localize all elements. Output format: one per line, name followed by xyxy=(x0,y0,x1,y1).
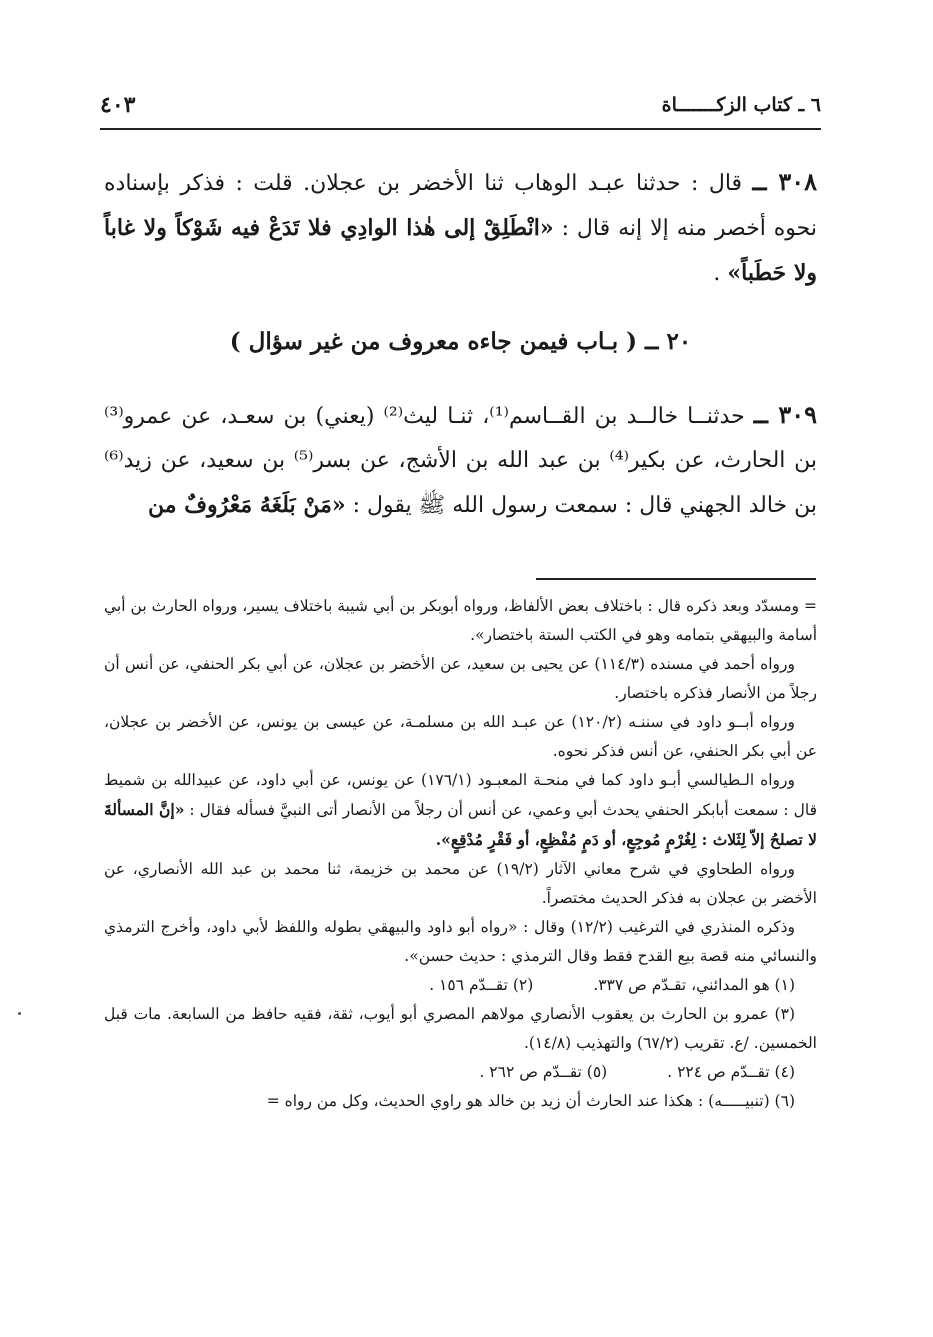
hadith-308 xyxy=(104,160,817,296)
footnote-tayalisi xyxy=(104,766,817,855)
footnote-3: (٣) عمرو بن الحارث بن يعقوب الأنصاري مولاهم المصري أبو أيوب، ثقة، فقيه حافظ من السابعة. مات قبل الخمسين. /ع. تقريب (٦٧/٢) والتهذيب (١٤/٨). xyxy=(104,1005,817,1052)
footnote-row-1-2 xyxy=(104,971,817,1000)
footnote-5: (٥) تقــدّم ص ٢٦٢ . xyxy=(479,1063,608,1081)
hadith-text: حدثنــا خالــد بن القــاسم⁽¹⁾، ثنـا ليث⁽²⁾ (يعني) بن سعـد، عن عمرو⁽³⁾ بن الحارث، عن بكير⁽⁴⁾ بن عبد الله بن الأشج، عن بسر⁽⁵⁾ بن سعيد، عن زيد⁽⁶⁾ بن خالد الجهني قال : سمعت رسول الله ﷺ يقول : xyxy=(104,404,817,518)
hadith-number: ٣٠٨ ــ xyxy=(752,167,818,196)
hadith-quote: «انْطَلِقْ إلى هٰذا الوادِي فلا تَدَعْ فيه شَوْكاً ولا غاباً ولا حَطَباً» xyxy=(104,215,817,286)
hadith-309 xyxy=(104,393,817,528)
footnote-4: (٤) تقــدّم ص ٢٢٤ . xyxy=(667,1063,795,1081)
footnote-tahawi: ورواه الطحاوي في شرح معاني الآثار (١٩/٢) عن محمد بن خزيمة، ثنا محمد بن عبد الله الأنصاري، عن الأخضر بن عجلان به فذكر الحديث مختصراً. xyxy=(104,860,817,907)
hadith-quote: «مَنْ بَلَغَهُ مَعْرُوفٌ من xyxy=(148,492,346,518)
footnote-6: (٦) (تنبيـــــه) : هكذا عند الحارث أن زيد بن خالد هو راوي الحديث، وكل من رواه = xyxy=(266,1092,795,1110)
footnote-ahmad: ورواه أحمد في مسنده (١١٤/٣) عن يحيى بن سعيد، عن الأخضر بن عجلان، عن أبي بكر الحنفي، عن أنس أن رجلاً من الأنصار فذكره باختصار. xyxy=(104,655,817,702)
footnote-row-4-5 xyxy=(104,1058,817,1087)
hadith-text: قال : حدثنا عبـد الوهاب ثنا الأخضر بن عجلان. قلت : فذكر بإسناده نحوه أخصر منه إلا إنه قال : xyxy=(104,171,817,241)
footnote-abu-dawud: ورواه أبــو داود في سننـه (١٢٠/٢) عن عبـد الله بن مسلمـة، عن عيسى بن يونس، عن الأخضر بن عجلان، عن أبي بكر الحنفي، عن أنس فذكر نحوه. xyxy=(104,713,817,760)
chapter-title: ٦ ـ كتاب الزكـــــــاة xyxy=(661,94,821,116)
footnote-tayalisi-quote: «إنَّ المسألةَ لا تصلحُ إلاّ لِثَلاث : لِغُرْمٍ مُوجِعٍ، أو دَمٍ مُفْظِعٍ، أو فَقْرٍ مُدْقِعٍ». xyxy=(104,800,817,849)
footnote-1: (١) هو المدائني، تقـدّم ص ٣٣٧. xyxy=(593,976,795,994)
footnotes xyxy=(104,592,817,1116)
hadith-number: ٣٠٩ ــ xyxy=(753,400,817,429)
footnote-2: (٢) تقــدّم ١٥٦ . xyxy=(429,976,534,994)
running-header xyxy=(100,92,821,130)
footnote-separator xyxy=(536,578,816,580)
footnote-mundhiri: وذكره المنذري في الترغيب (١٢/٢) وقال : «رواه أبو داود والبيهقي بطوله واللفظ لأبي داود، وأخرج الترمذي والنسائي منه قصة بيع القدح فقط وقال الترمذي : حديث حسن». xyxy=(104,918,817,965)
footnote-tayalisi-text: ورواه الـطيالسي أبـو داود كما في منحـة المعبـود (١٧٦/١) عن يونس، عن أبي داود، عن عبيدالله بن شميط قال : سمعت أبابكر الحنفي يحدث أبي وعمي، عن أنس أن رجلاً من الأنصار أتى النبيَّ فسأله فقال : xyxy=(104,771,817,819)
scan-speck xyxy=(18,1012,21,1015)
footnote-continuation: = ومسدّد وبعد ذكره قال : باختلاف بعض الألفاظ، ورواه أبوبكر بن أبي شيبة باختلاف يسير، ورواه الحارث بن أبي أسامة والبيهقي بتمامه وهو في الكتب الستة باختصار». xyxy=(104,597,817,644)
chapter-heading: ٢٠ ــ ( بـاب فيمن جاءه معروف من غير سؤال ) xyxy=(229,328,692,355)
page-number: ٤٠٣ xyxy=(100,92,136,118)
hadith-end: . xyxy=(713,261,728,286)
